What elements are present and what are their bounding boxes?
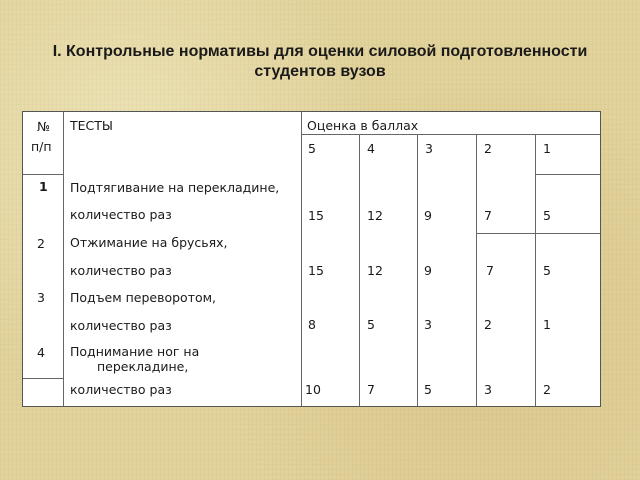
test-unit: количество раз	[70, 207, 172, 222]
header-score: Оценка в баллах	[307, 118, 419, 133]
grid-line	[417, 134, 418, 406]
title-line-1: I. Контрольные нормативы для оценки силовой подготовленности	[52, 43, 588, 60]
test-unit: количество раз	[70, 318, 172, 333]
row-number: 2	[37, 236, 45, 251]
grid-line	[63, 112, 64, 406]
header-number-label: п/п	[31, 139, 52, 154]
test-name: Отжимание на брусьях,	[70, 235, 228, 250]
header-points-2: 2	[484, 141, 492, 156]
score-cell: 10	[305, 382, 321, 397]
header-points-3: 3	[425, 141, 433, 156]
score-cell: 9	[424, 208, 432, 223]
score-cell: 7	[486, 263, 494, 278]
standards-table	[22, 111, 601, 407]
row-number: 1	[39, 179, 48, 194]
score-cell: 12	[367, 263, 383, 278]
grid-line	[476, 134, 477, 406]
score-cell: 12	[367, 208, 383, 223]
score-cell: 3	[424, 317, 432, 332]
score-cell: 5	[367, 317, 375, 332]
score-cell: 2	[543, 382, 551, 397]
grid-line	[359, 134, 360, 406]
grid-line	[23, 378, 63, 379]
score-cell: 3	[484, 382, 492, 397]
score-cell: 15	[308, 208, 324, 223]
header-number-sign: №	[37, 119, 51, 134]
score-cell: 9	[424, 263, 432, 278]
grid-line	[23, 174, 63, 175]
grid-line	[301, 134, 600, 135]
score-cell: 15	[308, 263, 324, 278]
grid-line	[301, 112, 302, 406]
score-cell: 7	[484, 208, 492, 223]
score-cell: 5	[543, 208, 551, 223]
title-line-2: студентов вузов	[254, 63, 386, 80]
header-points-5: 5	[308, 141, 316, 156]
score-cell: 5	[543, 263, 551, 278]
test-name: Подъем переворотом,	[70, 290, 217, 305]
page-title	[0, 42, 640, 82]
test-name-continued: перекладине,	[97, 359, 189, 374]
grid-line	[535, 174, 600, 175]
header-points-1: 1	[543, 141, 551, 156]
grid-line	[476, 233, 600, 234]
score-cell: 8	[308, 317, 316, 332]
test-name: Подтягивание на перекладине,	[70, 180, 280, 195]
score-cell: 1	[543, 317, 551, 332]
header-tests: ТЕСТЫ	[70, 118, 113, 133]
row-number: 3	[37, 290, 45, 305]
test-unit: количество раз	[70, 382, 172, 397]
score-cell: 7	[367, 382, 375, 397]
row-number: 4	[37, 345, 45, 360]
score-cell: 5	[424, 382, 432, 397]
test-name: Поднимание ног на	[70, 344, 200, 359]
test-unit: количество раз	[70, 263, 172, 278]
header-points-4: 4	[367, 141, 375, 156]
score-cell: 2	[484, 317, 492, 332]
